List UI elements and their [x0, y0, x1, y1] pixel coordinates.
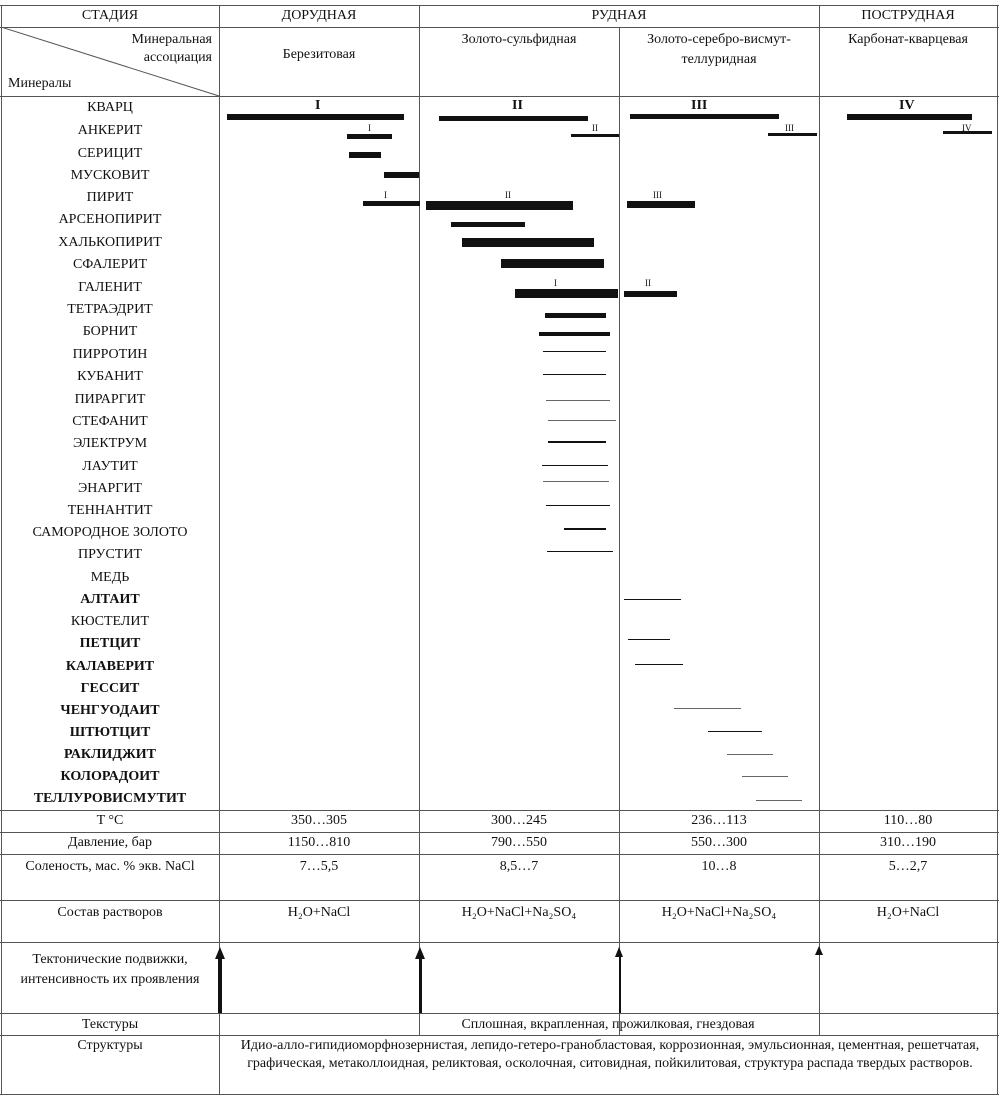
bar-tellurobismuthite — [756, 800, 802, 801]
salinity-label: Соленость, мас. % экв. NaCl — [25, 859, 195, 874]
assoc-carbonate-quartz: Карбонат-кварцевая — [848, 32, 968, 47]
bar-ankerite-1 — [347, 134, 392, 139]
mineral-name: СФАЛЕРИТ — [72, 257, 148, 272]
bar-stephanite — [548, 420, 616, 421]
mineral-name: ПЕТЦИТ — [79, 636, 141, 651]
temp-stage-3: 236…113 — [691, 813, 747, 828]
label-galena-1: I — [554, 278, 557, 288]
mineral-name: КОЛОРАДОИТ — [60, 769, 160, 784]
salinity-stage-4: 5…2,7 — [888, 859, 928, 874]
bar-muscovite — [384, 172, 419, 178]
bar-galena-2 — [624, 291, 677, 297]
structures-label: Структуры — [77, 1038, 143, 1053]
mineral-name: САМОРОДНОЕ ЗОЛОТО — [32, 525, 188, 540]
row-divider-tectonic — [0, 1013, 999, 1014]
bar-pyrrhotite — [543, 351, 606, 352]
col-divider-4 — [819, 5, 820, 1035]
mineral-name: ЭНАРГИТ — [77, 481, 142, 496]
stage-numeral-3: III — [691, 98, 708, 113]
bar-ankerite-2 — [571, 134, 619, 137]
bar-quartz-2 — [439, 116, 588, 121]
tectonic-arrow-2-icon — [415, 947, 425, 959]
assoc-berezite: Березитовая — [282, 47, 356, 62]
bar-pyrite-2 — [426, 201, 573, 210]
bar-sericite — [349, 152, 381, 158]
label-ankerite-4: IV — [962, 123, 972, 133]
temp-stage-1: 350…305 — [291, 813, 347, 828]
mineral-name: ЛАУТИТ — [82, 459, 138, 474]
label-pyrite-1: I — [384, 190, 387, 200]
mineral-name: СЕРИЦИТ — [77, 146, 143, 161]
row-divider-solution — [0, 942, 999, 943]
textures-label: Текстуры — [81, 1017, 139, 1032]
mineral-name: ПИРИТ — [86, 190, 134, 205]
bar-coloradoite — [742, 776, 788, 777]
bar-lautite — [542, 465, 608, 466]
tectonic-arrow-3-icon — [615, 947, 623, 957]
assoc-gold-silver-line2: теллуридная — [681, 52, 757, 67]
bar-galena-1 — [515, 289, 618, 298]
tectonic-arrow-2-shaft — [419, 958, 422, 1013]
tectonic-arrow-1-icon — [215, 947, 225, 959]
mineral-name: КУБАНИТ — [77, 369, 143, 384]
minerals-bottom-border — [0, 810, 999, 811]
mineral-name: МУСКОВИТ — [70, 168, 150, 183]
label-ankerite-3: III — [785, 123, 794, 133]
salinity-stage-3: 10…8 — [701, 859, 737, 874]
bar-chalcopyrite — [462, 238, 594, 247]
structures-value: Идио-алло-гипидиоморфнозернистая, лепидо-гетеро-гранобластовая, коррозионная, эмульсионная, цементная, решетчатая, графическая, метаколлоидная, реликтовая, осколочная, ситовидная, пойкилитовая, структура распада твердых растворов. — [240, 1038, 980, 1071]
salinity-stage-1: 7…5,5 — [299, 859, 339, 874]
textures-value: Сплошная, вкрапленная, прожилковая, гнездовая — [461, 1017, 755, 1032]
table-top-border — [0, 5, 999, 6]
bar-electrum — [548, 441, 606, 443]
bar-quartz-3 — [630, 114, 779, 119]
col-divider-2 — [419, 5, 420, 1035]
col-divider-3 — [619, 27, 620, 1035]
tectonic-label: Тектонические подвижки, интенсивность их проявления — [20, 952, 200, 987]
bar-quartz-4 — [847, 114, 972, 120]
bar-arsenopyrite — [451, 222, 525, 227]
bar-bornite — [539, 332, 610, 336]
bar-sphalerite — [501, 259, 604, 268]
mineral-name: МЕДЬ — [90, 570, 130, 585]
label-ankerite-2: II — [592, 123, 598, 133]
col-divider-1 — [219, 5, 220, 1095]
assoc-label-2: ассоциация — [143, 50, 212, 65]
pressure-label: Давление, бар — [68, 835, 152, 850]
mineral-name: ТЕННАНТИТ — [67, 503, 153, 518]
row-divider-textures — [0, 1035, 999, 1036]
ore-header: РУДНАЯ — [591, 8, 647, 23]
salinity-stage-2: 8,5…7 — [499, 859, 539, 874]
post-ore-header: ПОСТРУДНАЯ — [861, 8, 955, 23]
bar-proustite — [547, 551, 613, 552]
bar-pyrite-3 — [627, 201, 695, 208]
mineral-name: ЭЛЕКТРУМ — [72, 436, 148, 451]
mineral-name: ГЕССИТ — [80, 681, 140, 696]
mineral-name: АРСЕНОПИРИТ — [58, 212, 162, 227]
mineral-name: БОРНИТ — [82, 324, 138, 339]
mineral-name: ПИРАРГИТ — [74, 392, 146, 407]
bar-stutzite — [708, 731, 762, 732]
bar-native-gold — [564, 528, 606, 530]
row-divider-temp — [0, 832, 999, 833]
stage-numeral-2: II — [512, 98, 523, 113]
mineral-name: КЮСТЕЛИТ — [70, 614, 150, 629]
temp-label: T °С — [96, 813, 124, 828]
bar-enargite — [543, 481, 609, 482]
temp-stage-2: 300…245 — [491, 813, 547, 828]
table-bottom-border — [0, 1094, 999, 1095]
row-divider-pressure — [0, 854, 999, 855]
mineral-name: ПИРРОТИН — [72, 347, 148, 362]
bar-altaite — [624, 599, 681, 600]
bar-tetrahedrite — [545, 313, 606, 318]
assoc-label-1: Минеральная — [131, 32, 212, 47]
tectonic-arrow-4-icon — [815, 946, 823, 955]
row-divider-salinity — [0, 900, 999, 901]
bar-rucklidgeite — [727, 754, 773, 755]
solution-stage-1: H₂O+NaCl — [287, 905, 351, 920]
tectonic-arrow-3-shaft — [619, 956, 621, 1013]
stage-numeral-4: IV — [899, 98, 915, 113]
mineral-name: СТЕФАНИТ — [72, 414, 148, 429]
assoc-gold-sulfide: Золото-сульфидная — [461, 32, 577, 47]
label-pyrite-3: III — [653, 190, 662, 200]
mineral-name: КВАРЦ — [87, 100, 133, 115]
table-right-border — [997, 5, 998, 1095]
bar-petzite — [628, 639, 670, 640]
mineral-name: АНКЕРИТ — [77, 123, 143, 138]
mineral-name: ТЕЛЛУРОВИСМУТИТ — [33, 791, 187, 806]
bar-chenguodaite — [674, 708, 741, 709]
bar-quartz-1 — [227, 114, 404, 120]
bar-cubanite — [543, 374, 606, 375]
mineral-name: ЧЕНГУОДАИТ — [60, 703, 160, 718]
bar-tennantite — [546, 505, 610, 506]
mineral-name: ХАЛЬКОПИРИТ — [58, 235, 162, 250]
bar-pyrite-1 — [363, 201, 420, 206]
pre-ore-header: ДОРУДНАЯ — [281, 8, 357, 23]
stage-numeral-1: I — [315, 98, 321, 113]
solution-stage-2: H₂O+NaCl+Na₂SO₄ — [461, 905, 577, 920]
tectonic-arrow-1-shaft — [218, 958, 222, 1013]
label-pyrite-2: II — [505, 190, 511, 200]
stage-header: СТАДИЯ — [81, 8, 139, 23]
mineral-name: КАЛАВЕРИТ — [65, 659, 155, 674]
mineral-name: АЛТАИТ — [80, 592, 140, 607]
mineral-name: ШТЮТЦИТ — [69, 725, 151, 740]
solution-label: Состав растворов — [57, 905, 163, 920]
pressure-stage-4: 310…190 — [880, 835, 936, 850]
mineral-name: ПРУСТИТ — [77, 547, 142, 562]
solution-stage-4: H₂O+NaCl — [876, 905, 940, 920]
mineral-name: ГАЛЕНИТ — [78, 280, 142, 295]
pressure-stage-3: 550…300 — [691, 835, 747, 850]
mineral-name: ТЕТРАЭДРИТ — [67, 302, 153, 317]
solution-stage-3: H₂O+NaCl+Na₂SO₄ — [661, 905, 777, 920]
mineral-name: РАКЛИДЖИТ — [63, 747, 157, 762]
bar-calaverite — [635, 664, 683, 665]
assoc-gold-silver-line1: Золото-серебро-висмут- — [647, 32, 791, 47]
minerals-label: Минералы — [8, 76, 72, 91]
temp-stage-4: 110…80 — [883, 813, 933, 828]
label-galena-2: II — [645, 278, 651, 288]
bar-pyrargyrite — [546, 400, 610, 401]
label-ankerite-1: I — [368, 123, 371, 133]
pressure-stage-2: 790…550 — [491, 835, 547, 850]
pressure-stage-1: 1150…810 — [287, 835, 351, 850]
bar-ankerite-3 — [768, 133, 817, 136]
